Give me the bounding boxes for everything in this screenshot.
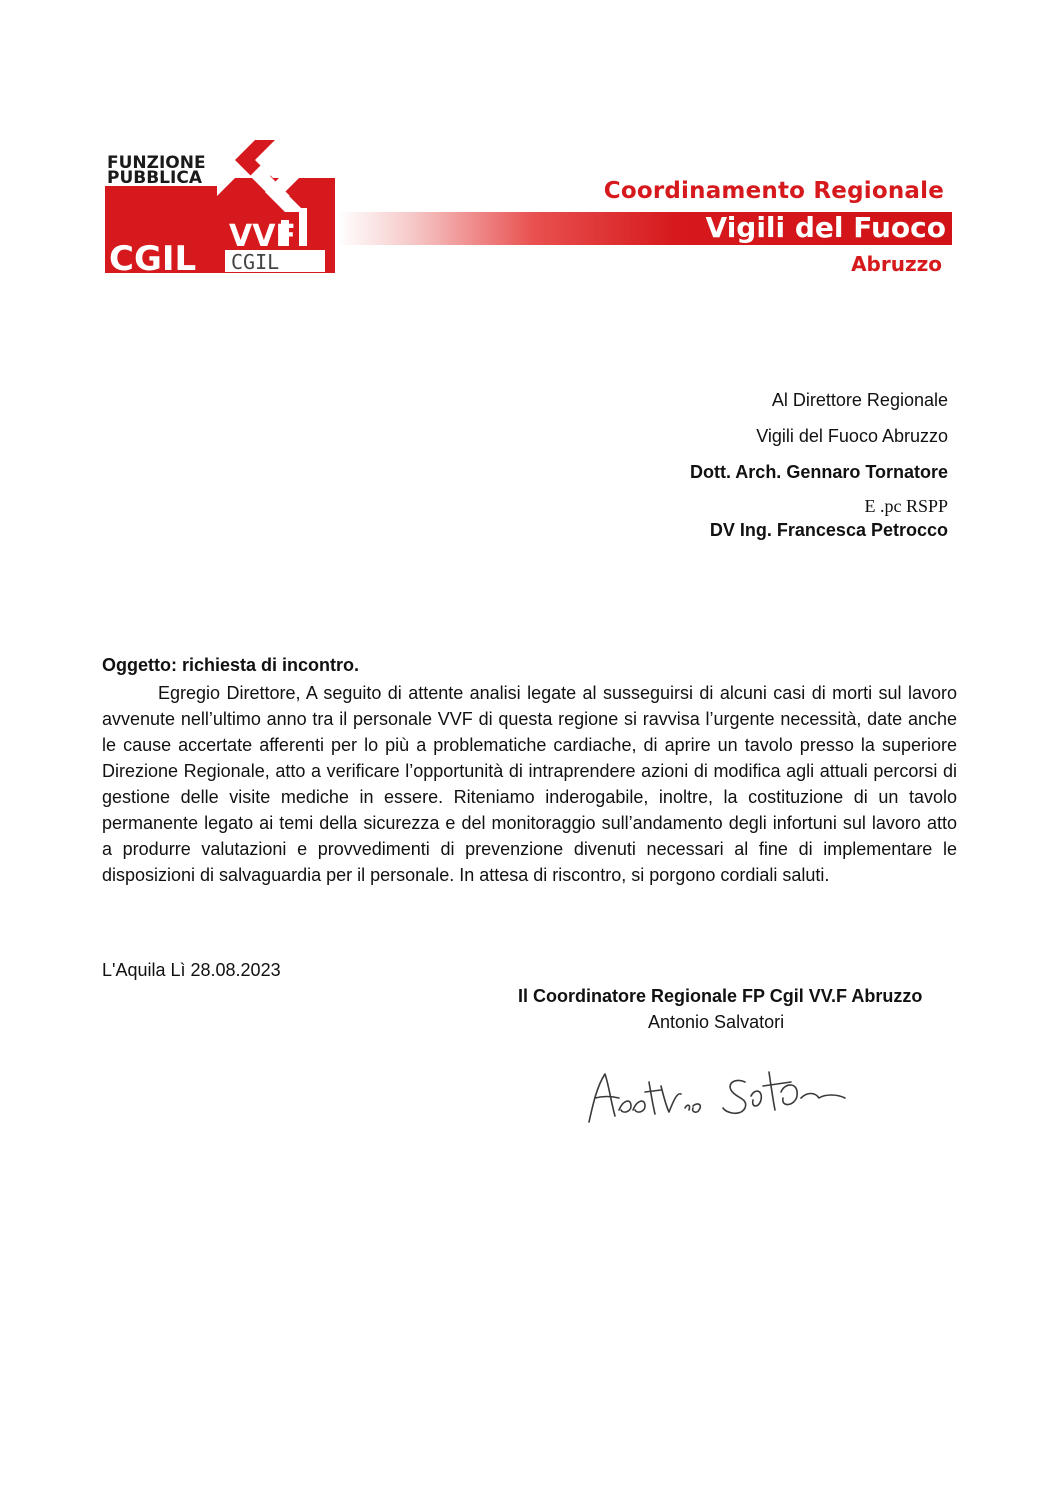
logo-text-vvf-cgil: CGIL bbox=[231, 250, 280, 274]
fp-cgil-vvf-logo bbox=[105, 132, 335, 280]
letterhead-subtitle: Vigili del Fuoco bbox=[705, 211, 946, 244]
signature-graphic bbox=[575, 1052, 875, 1130]
signer-name: Antonio Salvatori bbox=[648, 1012, 785, 1032]
addressee-line-1: Al Direttore Regionale bbox=[771, 390, 948, 410]
logo-text-pubblica: PUBBLICA bbox=[107, 168, 202, 188]
logo-text-funzione: FUNZIONE bbox=[107, 153, 206, 173]
letterhead-title: Coordinamento Regionale bbox=[603, 178, 944, 204]
logo-text-vvf: VVF bbox=[229, 219, 296, 254]
letter-body: Egregio Direttore, A seguito di attente analisi legate al susseguirsi di alcuni casi di morti sul lavoro avvenute nell’ultimo anno tra il personale VVF di questa regione si ravvisa l’urgente necessità, date anche le cause accertate afferenti per lo più a problematiche cardiache, di aprire un tavolo presso la superiore Direzione Regionale, atto a verificare l’opportunità di intraprendere azioni di modifica agli attuali percorsi di gestione delle visite mediche in essere. Riteniamo inderogabile, inoltre, la costituzione di un tavolo permanente legato ai temi della sicurezza e del monitoraggio sull’andamento degli infortuni sul lavoro atto a produrre valutazioni e provvedimenti di prevenzione divenuti necessari al fine di implementare le disposizioni di salvaguardia per il personale. In attesa di riscontro, si porgono cordiali saluti. bbox=[102, 683, 957, 885]
addressee-line-5: DV Ing. Francesca Petrocco bbox=[709, 520, 948, 540]
logo-graphic bbox=[105, 132, 335, 280]
addressee-block bbox=[690, 388, 948, 542]
addressee-line-3: Dott. Arch. Gennaro Tornatore bbox=[689, 462, 948, 482]
addressee-line-4: E .pc RSPP bbox=[864, 496, 948, 516]
letter-subject: Oggetto: richiesta di incontro. bbox=[102, 655, 360, 675]
addressee-line-2: Vigili del Fuoco Abruzzo bbox=[756, 426, 948, 446]
signer-role: Il Coordinatore Regionale FP Cgil VV.F Abruzzo bbox=[518, 986, 923, 1006]
letterhead-region: Abruzzo bbox=[851, 252, 942, 276]
place-date: L'Aquila Lì 28.08.2023 bbox=[102, 960, 281, 980]
logo-text-cgil: CGIL bbox=[109, 239, 197, 279]
handwritten-signature bbox=[575, 1052, 875, 1130]
